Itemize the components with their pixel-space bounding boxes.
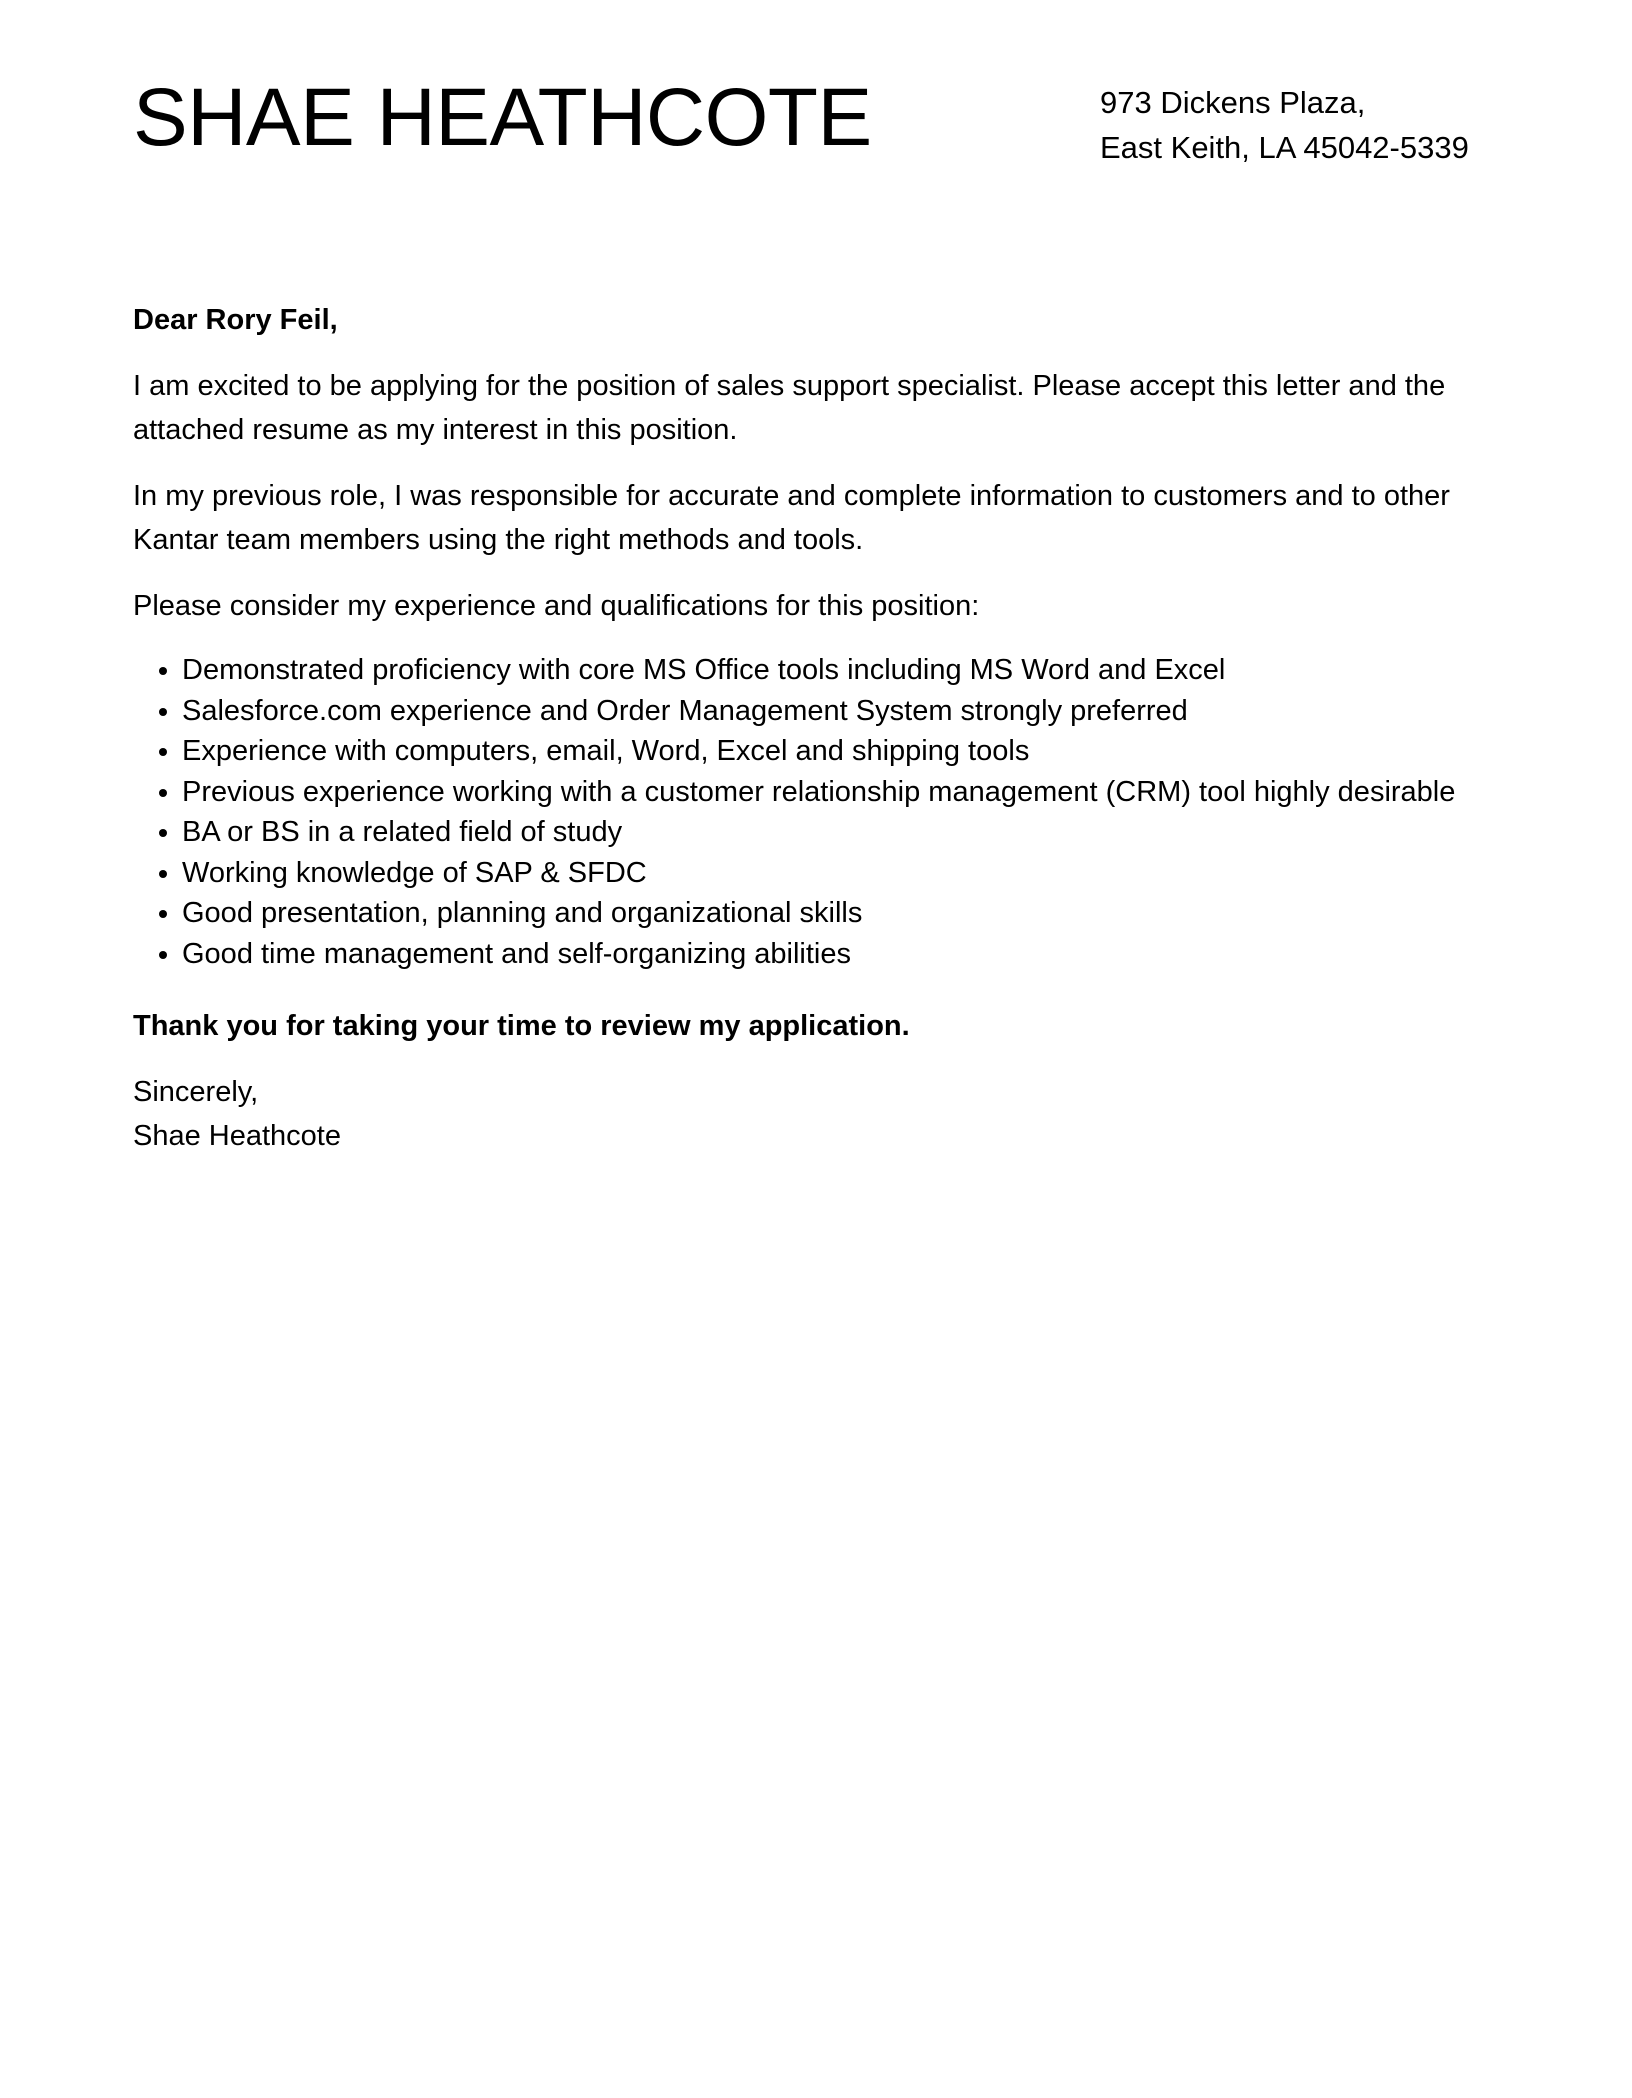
address-line-2: East Keith, LA 45042-5339 (1100, 130, 1469, 165)
salutation: Dear Rory Feil, (133, 304, 338, 336)
qualifications-list (133, 650, 1503, 974)
applicant-name: SHAE HEATHCOTE (133, 72, 872, 163)
experience-paragraph: In my previous role, I was responsible for accurate and complete information to customers and to other Kantar team members using the right methods and tools. (133, 480, 1450, 556)
list-item: • Good time management and self-organizing abilities (182, 934, 1503, 975)
list-item: • Experience with computers, email, Word, Excel and shipping tools (182, 731, 1503, 772)
list-item: • Demonstrated proficiency with core MS Office tools including MS Word and Excel (182, 650, 1503, 691)
address-line-1: 973 Dickens Plaza, (1100, 85, 1366, 120)
list-item: • Previous experience working with a customer relationship management (CRM) tool highly desirable (182, 772, 1503, 813)
signature-name: Shae Heathcote (133, 1120, 341, 1152)
letter-body (133, 298, 1503, 1158)
closing-line: Thank you for taking your time to review my application. (133, 1010, 910, 1042)
list-item: • BA or BS in a related field of study (182, 812, 1503, 853)
intro-paragraph: I am excited to be applying for the position of sales support specialist. Please accept this letter and the attached resume as my interest in this position. (133, 370, 1446, 446)
list-item: • Working knowledge of SAP & SFDC (182, 853, 1503, 894)
applicant-address (1100, 80, 1469, 170)
qualifications-intro: Please consider my experience and qualifications for this position: (133, 590, 980, 622)
signoff: Sincerely, (133, 1076, 259, 1108)
list-item: • Good presentation, planning and organizational skills (182, 893, 1503, 934)
list-item: • Salesforce.com experience and Order Management System strongly preferred (182, 691, 1503, 732)
signoff-block (133, 1070, 1503, 1158)
